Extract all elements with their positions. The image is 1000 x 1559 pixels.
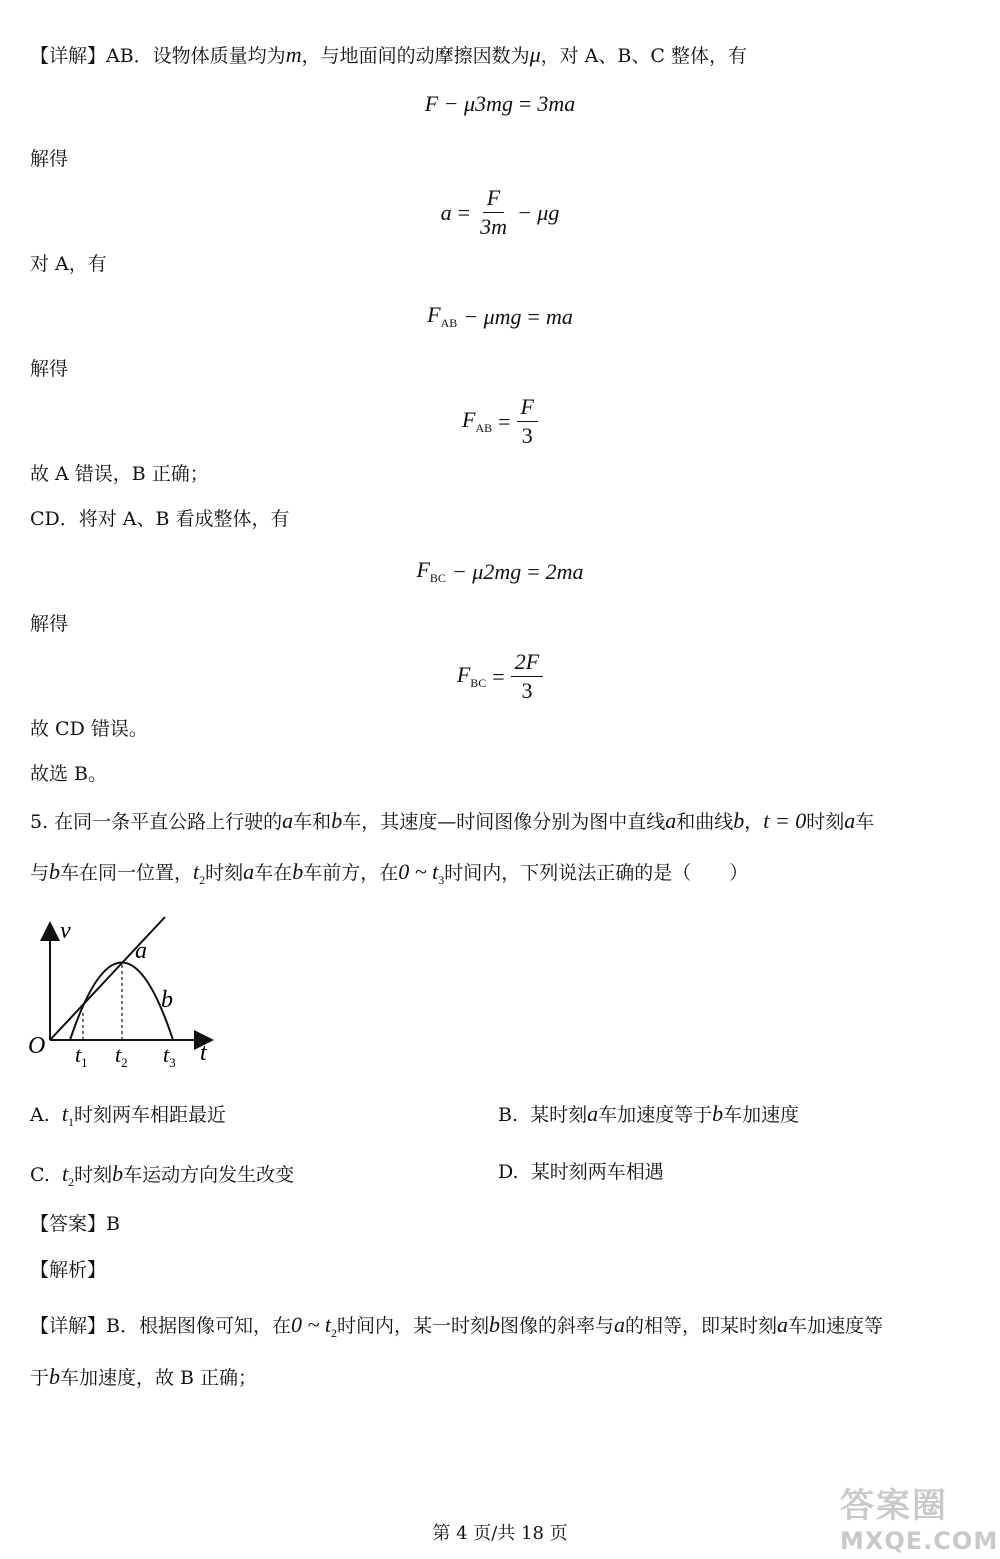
cd-intro: CD．将对 A、B 看成整体，有 [30, 508, 290, 530]
graph-t1-label: $t_1$ [75, 1042, 88, 1070]
jiede-2: 解得 [30, 358, 69, 380]
graph-a-label: a [135, 938, 147, 964]
graph-t3-label: $t_3$ [163, 1042, 176, 1070]
graph-t-label: t [200, 1040, 207, 1066]
option-d[interactable]: D. 某时刻两车相遇 [498, 1161, 664, 1183]
graph-v-label: v [60, 918, 71, 944]
option-c[interactable]: C. $t_2$时刻b车运动方向发生改变 [30, 1161, 295, 1189]
dui-a: 对 A，有 [30, 253, 107, 275]
equation-2: a = $\frac{F}{3m}$ − μg [440, 185, 560, 240]
graph-b-label: b [161, 987, 173, 1013]
page-footer: 第 4 页/共 18 页 [432, 1523, 568, 1544]
analysis-heading: 【解析】 [30, 1259, 107, 1281]
equation-5: $F_{BC}$ − μ2mg = 2ma [416, 557, 584, 585]
answer: 【答案】B [30, 1213, 120, 1235]
option-a[interactable]: A. $t_1$时刻两车相距最近 [30, 1101, 226, 1129]
watermark: 答案圈 MXQE.COM [840, 1486, 999, 1555]
vt-graph [25, 915, 225, 1075]
equation-4: $F_{AB}$ = $\frac{F}{3}$ [0, 395, 1000, 448]
graph-O-label: O [28, 1033, 46, 1059]
detail-b-line-1: 【详解】B．根据图像可知，在0 ~ $t_2$时间内，某一时刻b图像的斜率与a的相等，即某时刻a车加速度等 [30, 1312, 884, 1340]
question-5-line-2: 与b车在同一位置，$t_2$时刻a车在b车前方，在0 ~ $t_3$时间内，下列说法正确的是（ ） [30, 859, 749, 887]
equation-6: $F_{BC}$ = $\frac{2F}{3}$ [0, 650, 1000, 703]
choose-b: 故选 B。 [30, 763, 108, 785]
jiede-3: 解得 [30, 613, 69, 635]
equation-3: $F_{AB}$ − μmg = ma [427, 302, 573, 330]
conclusion-ab: 故 A 错误，B 正确； [30, 463, 209, 485]
equation-1: F − μ3mg = 3ma [424, 91, 576, 116]
conclusion-cd: 故 CD 错误。 [30, 718, 148, 740]
question-5-line-1: 5. 在同一条平直公路上行驶的a车和b车，其速度—时间图像分别为图中直线a和曲线b，t = 0时刻a车 [30, 808, 875, 833]
detail-b-line-2: 于b车加速度，故 B 正确； [30, 1364, 258, 1389]
graph-t2-label: $t_2$ [115, 1042, 128, 1070]
detail-ab-line: 【详解】AB．设物体质量均为m，与地面间的动摩擦因数为μ，对 A、B、C 整体，有 [30, 42, 747, 67]
option-b[interactable]: B. 某时刻a车加速度等于b车加速度 [498, 1101, 800, 1126]
jiede-1: 解得 [30, 148, 69, 170]
